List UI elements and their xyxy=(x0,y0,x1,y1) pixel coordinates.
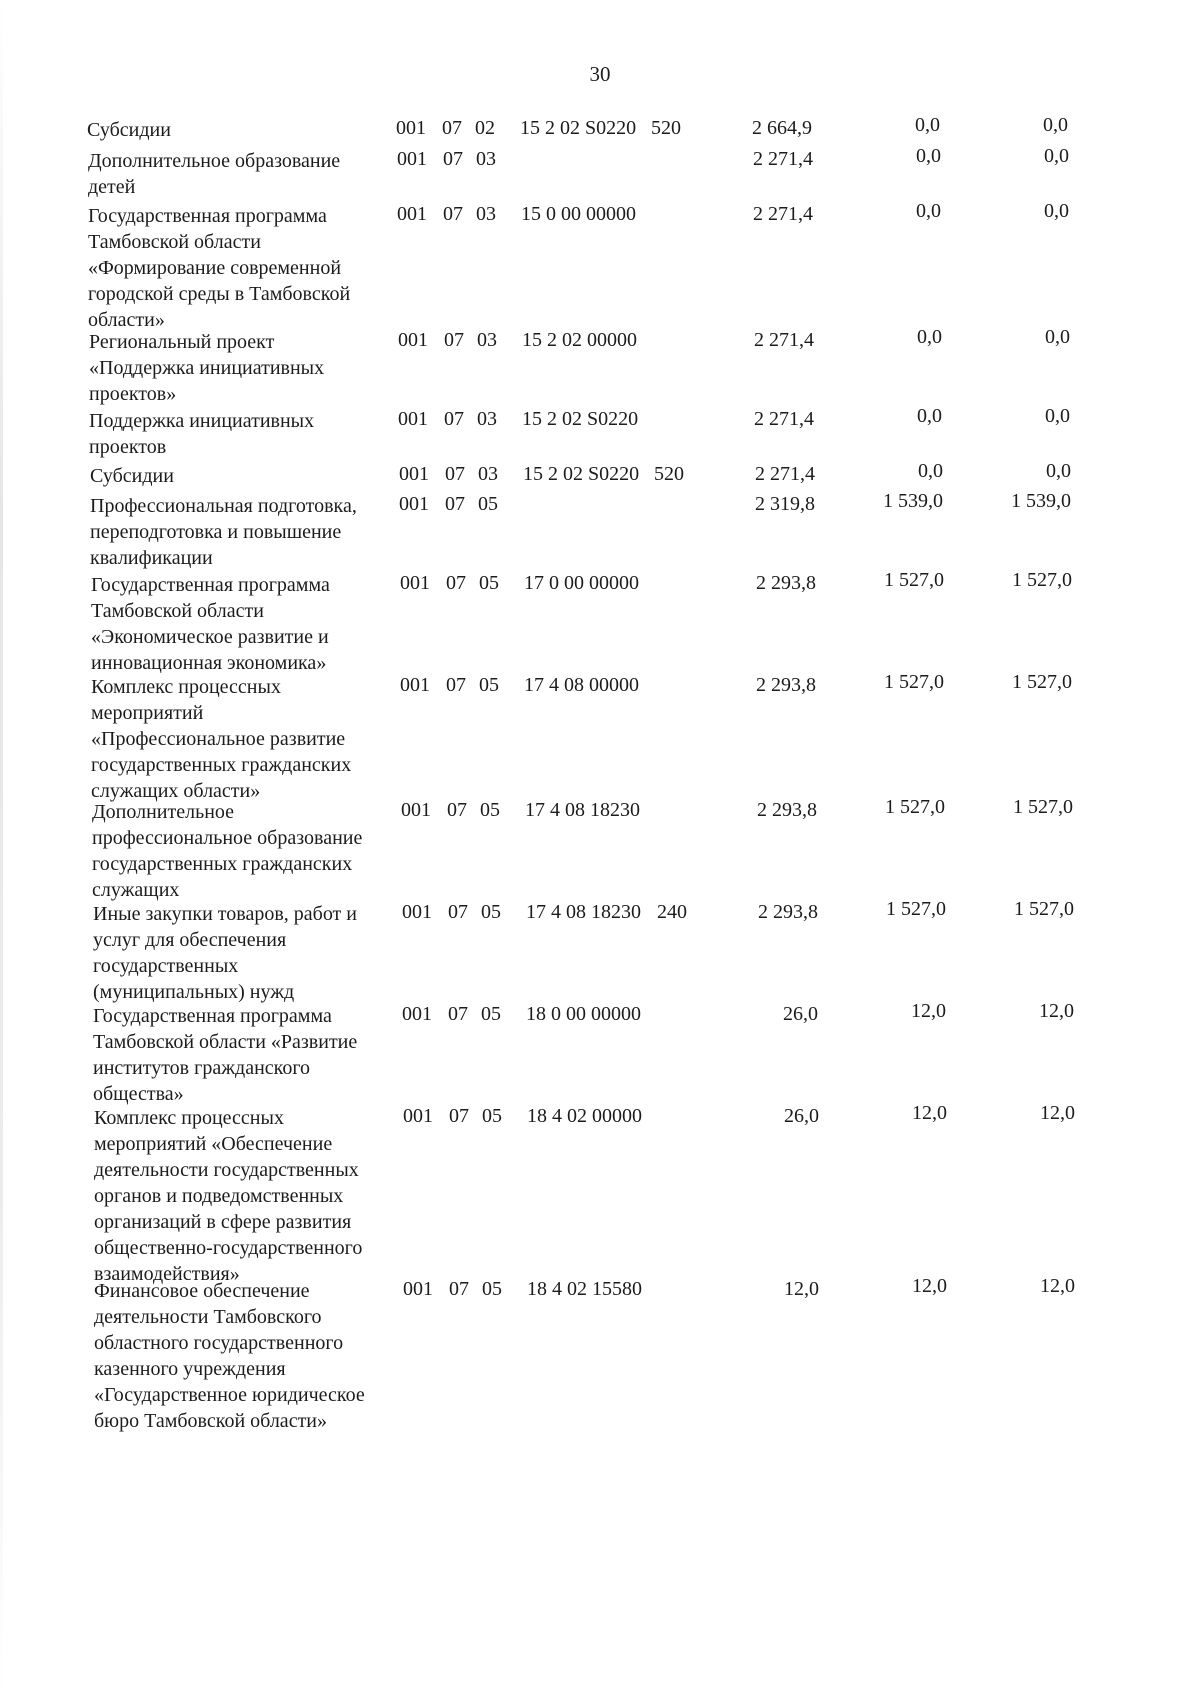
code-gr: 001 xyxy=(396,117,426,139)
row-name-line: Тамбовской области xyxy=(91,600,264,622)
value-2025: 0,0 xyxy=(917,326,942,348)
code-cs: 17 0 00 00000 xyxy=(524,572,639,594)
code-pr: 03 xyxy=(478,463,498,485)
row-name-line: Региональный проект xyxy=(89,331,275,353)
row-name xyxy=(92,799,412,903)
value-2026: 12,0 xyxy=(1040,1275,1075,1297)
value-2024: 2 271,4 xyxy=(754,329,814,351)
value-2025: 1 527,0 xyxy=(884,569,944,591)
row-name-line: Государственная программа xyxy=(91,574,330,596)
code-rz: 07 xyxy=(442,117,462,139)
row-name-line: Субсидии xyxy=(87,119,171,141)
row-name-line: областного государственного xyxy=(94,1332,344,1354)
row-name-line: «Профессиональное развитие xyxy=(91,728,346,750)
code-gr: 001 xyxy=(402,1003,432,1025)
code-rz: 07 xyxy=(449,1105,469,1127)
value-2024: 2 271,4 xyxy=(753,203,813,225)
value-2025: 1 527,0 xyxy=(885,796,945,818)
code-pr: 05 xyxy=(482,1105,502,1127)
value-2024: 12,0 xyxy=(784,1278,819,1300)
code-rz: 07 xyxy=(446,572,466,594)
code-gr: 001 xyxy=(398,329,428,351)
row-name-line: Профессиональная подготовка, xyxy=(90,495,357,517)
code-pr: 02 xyxy=(475,117,495,139)
row-name-line: Дополнительное xyxy=(92,801,235,823)
row-name-line: Дополнительное образование xyxy=(88,150,341,172)
code-gr: 001 xyxy=(403,1105,433,1127)
code-pr: 03 xyxy=(476,148,496,170)
row-name-line: взаимодействия» xyxy=(94,1263,240,1285)
code-gr: 001 xyxy=(398,408,428,430)
code-vr: 520 xyxy=(651,117,681,139)
value-2025: 1 539,0 xyxy=(883,490,943,512)
row-name-line: Комплекс процессных xyxy=(91,676,281,698)
row-name-line: городской среды в Тамбовской xyxy=(88,283,351,305)
row-name-line: Финансовое обеспечение xyxy=(94,1280,310,1302)
value-2026: 12,0 xyxy=(1039,1000,1074,1022)
value-2024: 2 293,8 xyxy=(756,572,816,594)
code-rz: 07 xyxy=(445,463,465,485)
code-rz: 07 xyxy=(447,799,467,821)
row-name-line: институтов гражданского xyxy=(93,1057,311,1079)
row-name-line: мероприятий «Обеспечение xyxy=(94,1133,333,1155)
value-2026: 0,0 xyxy=(1046,460,1071,482)
code-rz: 07 xyxy=(444,408,464,430)
code-cs: 15 2 02 S0220 xyxy=(522,408,639,430)
value-2026: 0,0 xyxy=(1045,326,1070,348)
row-name-line: (муниципальных) нужд xyxy=(93,981,295,1003)
row-name-line: Поддержка инициативных xyxy=(89,410,315,432)
row-name xyxy=(94,1278,414,1434)
code-gr: 001 xyxy=(403,1278,433,1300)
code-rz: 07 xyxy=(443,148,463,170)
row-name-line: «Поддержка инициативных xyxy=(89,357,325,379)
value-2025: 0,0 xyxy=(915,114,940,136)
value-2024: 2 271,4 xyxy=(754,408,814,430)
row-name xyxy=(91,572,411,676)
value-2026: 0,0 xyxy=(1044,145,1069,167)
row-name xyxy=(89,408,409,460)
value-2025: 0,0 xyxy=(916,200,941,222)
row-name-line: проектов» xyxy=(89,383,177,405)
code-cs: 15 2 02 S0220 xyxy=(520,117,637,139)
code-cs: 15 2 02 S0220 xyxy=(523,463,640,485)
row-name xyxy=(87,117,407,143)
code-cs: 17 4 08 00000 xyxy=(524,674,639,696)
code-rz: 07 xyxy=(449,1278,469,1300)
code-rz: 07 xyxy=(446,674,466,696)
code-pr: 05 xyxy=(479,674,499,696)
code-pr: 05 xyxy=(481,901,501,923)
row-name-line: общества» xyxy=(93,1083,184,1105)
value-2024: 2 271,4 xyxy=(753,148,813,170)
row-name-line: «Формирование современной xyxy=(88,257,342,279)
code-pr: 03 xyxy=(476,203,496,225)
code-rz: 07 xyxy=(443,203,463,225)
value-2026: 1 527,0 xyxy=(1012,671,1072,693)
code-vr: 240 xyxy=(657,901,687,923)
value-2026: 0,0 xyxy=(1044,200,1069,222)
code-rz: 07 xyxy=(445,493,465,515)
row-name-line: служащих области» xyxy=(91,780,261,802)
row-name-line: деятельности государственных xyxy=(94,1159,359,1181)
value-2024: 2 664,9 xyxy=(752,117,812,139)
value-2025: 1 527,0 xyxy=(884,671,944,693)
code-gr: 001 xyxy=(402,901,432,923)
row-name-line: общественно-государственного xyxy=(94,1237,363,1259)
code-pr: 03 xyxy=(477,329,497,351)
row-name-line: государственных xyxy=(93,955,239,977)
value-2025: 12,0 xyxy=(912,1102,947,1124)
row-name-line: Государственная программа xyxy=(93,1005,332,1027)
code-gr: 001 xyxy=(400,572,430,594)
row-name-line: инновационная экономика» xyxy=(91,652,327,674)
row-name xyxy=(88,148,408,200)
row-name-line: Тамбовской области xyxy=(88,231,261,253)
row-name-line: Иные закупки товаров, работ и xyxy=(93,903,358,925)
row-name xyxy=(94,1105,414,1287)
row-name-line: детей xyxy=(88,176,136,198)
value-2024: 2 319,8 xyxy=(755,493,815,515)
value-2025: 0,0 xyxy=(917,405,942,427)
row-name xyxy=(93,901,413,1005)
row-name-line: государственных гражданских xyxy=(92,853,353,875)
code-pr: 05 xyxy=(478,493,498,515)
code-rz: 07 xyxy=(444,329,464,351)
code-gr: 001 xyxy=(397,148,427,170)
row-name xyxy=(91,674,411,804)
row-name-line: органов и подведомственных xyxy=(94,1185,344,1207)
code-cs: 15 2 02 00000 xyxy=(522,329,637,351)
value-2026: 0,0 xyxy=(1043,114,1068,136)
value-2026: 1 527,0 xyxy=(1014,898,1074,920)
row-name-line: государственных гражданских xyxy=(91,754,352,776)
row-name-line: профессиональное образование xyxy=(92,827,363,849)
value-2025: 0,0 xyxy=(918,460,943,482)
row-name-line: квалификации xyxy=(90,547,213,569)
row-name-line: служащих xyxy=(92,879,180,901)
value-2026: 1 527,0 xyxy=(1012,569,1072,591)
value-2024: 26,0 xyxy=(784,1105,819,1127)
code-vr: 520 xyxy=(654,463,684,485)
row-name-line: Тамбовской области «Развитие xyxy=(93,1031,358,1053)
value-2025: 0,0 xyxy=(916,145,941,167)
value-2026: 0,0 xyxy=(1045,405,1070,427)
code-cs: 18 4 02 00000 xyxy=(527,1105,642,1127)
code-cs: 17 4 08 18230 xyxy=(526,901,641,923)
row-name xyxy=(88,203,408,333)
row-name-line: мероприятий xyxy=(91,702,204,724)
row-name-line: переподготовка и повышение xyxy=(90,521,342,543)
code-gr: 001 xyxy=(401,799,431,821)
value-2024: 2 293,8 xyxy=(756,674,816,696)
value-2025: 1 527,0 xyxy=(886,898,946,920)
code-pr: 05 xyxy=(479,572,499,594)
row-name-line: казенного учреждения xyxy=(94,1358,286,1380)
row-name-line: «Государственное юридическое xyxy=(94,1384,365,1406)
code-pr: 03 xyxy=(477,408,497,430)
code-gr: 001 xyxy=(399,463,429,485)
code-gr: 001 xyxy=(400,674,430,696)
row-name-line: бюро Тамбовской области» xyxy=(94,1410,328,1432)
value-2024: 2 271,4 xyxy=(755,463,815,485)
code-gr: 001 xyxy=(399,493,429,515)
row-name-line: Комплекс процессных xyxy=(94,1107,284,1129)
code-rz: 07 xyxy=(448,1003,468,1025)
value-2024: 26,0 xyxy=(783,1003,818,1025)
row-name-line: организаций в сфере развития xyxy=(94,1211,352,1233)
value-2024: 2 293,8 xyxy=(758,901,818,923)
code-gr: 001 xyxy=(397,203,427,225)
row-name xyxy=(89,329,409,407)
code-pr: 05 xyxy=(480,799,500,821)
row-name-line: области» xyxy=(88,309,165,331)
code-cs: 18 0 00 00000 xyxy=(526,1003,641,1025)
row-name-line: «Экономическое развитие и xyxy=(91,626,329,648)
page-number: 30 xyxy=(589,62,611,86)
code-pr: 05 xyxy=(481,1003,501,1025)
value-2026: 12,0 xyxy=(1040,1102,1075,1124)
code-cs: 15 0 00 00000 xyxy=(521,203,636,225)
row-name-line: проектов xyxy=(89,436,167,458)
value-2025: 12,0 xyxy=(912,1275,947,1297)
value-2026: 1 539,0 xyxy=(1011,490,1071,512)
code-cs: 17 4 08 18230 xyxy=(525,799,640,821)
row-name-line: деятельности Тамбовского xyxy=(94,1306,322,1328)
code-pr: 05 xyxy=(482,1278,502,1300)
row-name xyxy=(90,493,410,571)
value-2026: 1 527,0 xyxy=(1013,796,1073,818)
code-rz: 07 xyxy=(448,901,468,923)
row-name xyxy=(90,463,410,489)
row-name xyxy=(93,1003,413,1107)
row-name-line: Государственная программа xyxy=(88,205,327,227)
value-2024: 2 293,8 xyxy=(757,799,817,821)
code-cs: 18 4 02 15580 xyxy=(527,1278,642,1300)
row-name-line: Субсидии xyxy=(90,465,174,487)
row-name-line: услуг для обеспечения xyxy=(93,929,287,951)
value-2025: 12,0 xyxy=(911,1000,946,1022)
